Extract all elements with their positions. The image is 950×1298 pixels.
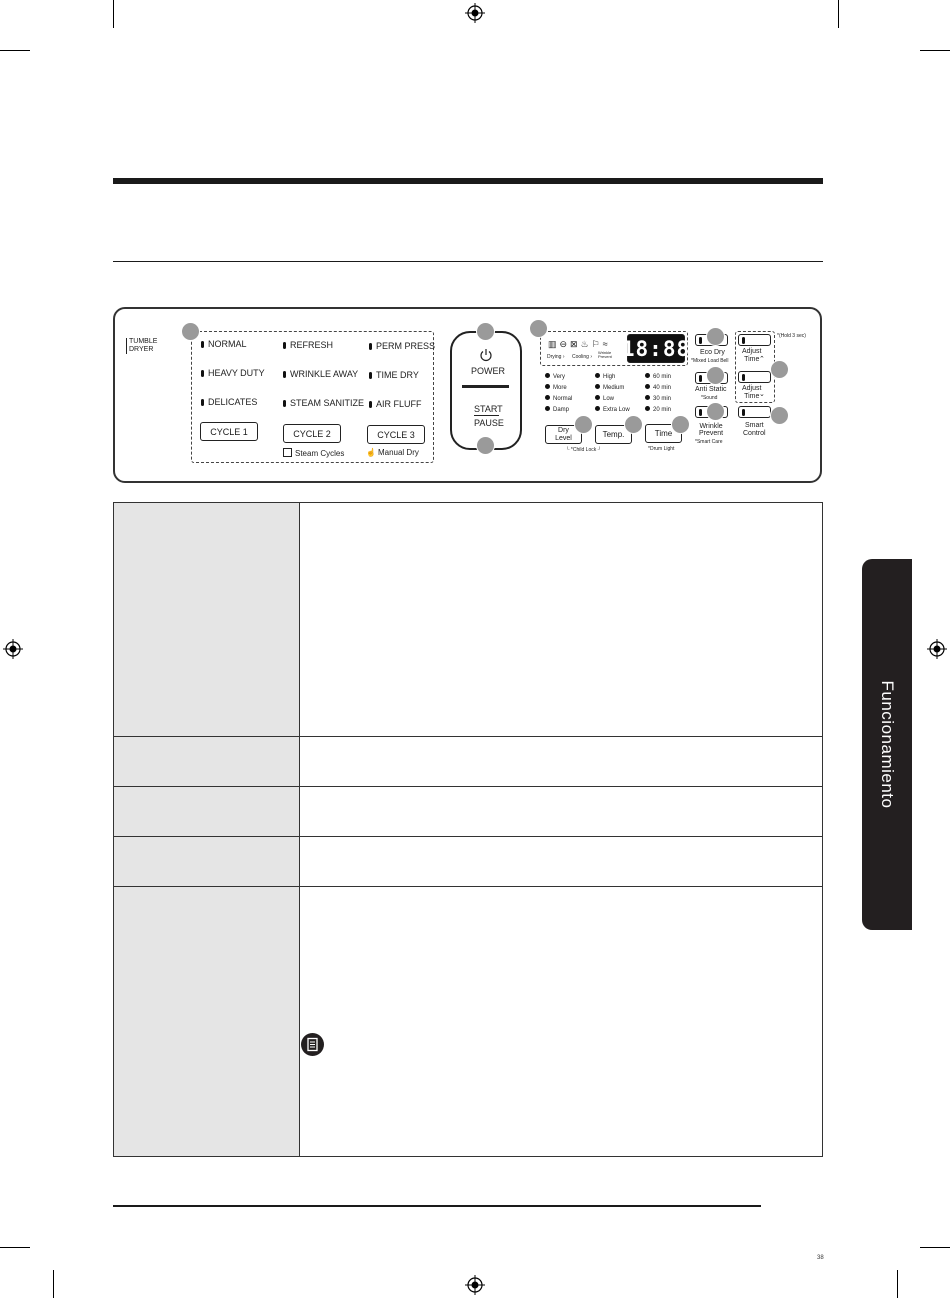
cycle-1-button[interactable]: CYCLE 1 bbox=[200, 422, 258, 441]
time-30: 30 min bbox=[645, 395, 671, 402]
time-60: 60 min bbox=[645, 373, 671, 380]
sound-label: *Sound bbox=[701, 395, 718, 401]
registration-mark-icon bbox=[927, 639, 947, 659]
registration-mark-icon bbox=[465, 3, 485, 23]
cycle-refresh: REFRESH bbox=[283, 340, 333, 350]
cycle-3-button[interactable]: CYCLE 3 bbox=[367, 425, 425, 444]
page-mark: 38 bbox=[817, 1255, 824, 1261]
table-row bbox=[114, 787, 822, 837]
steam-icon bbox=[283, 448, 292, 457]
cycle-air-fluff: AIR FLUFF bbox=[369, 399, 422, 409]
callout-marker bbox=[181, 322, 200, 341]
crop-mark bbox=[838, 0, 839, 28]
adjust-time-up-label: Adjust Time bbox=[742, 348, 762, 363]
chapter-tab bbox=[862, 559, 912, 930]
time-button[interactable]: Time bbox=[645, 424, 682, 443]
power-icon bbox=[479, 348, 493, 362]
callout-marker bbox=[624, 415, 643, 434]
time-40: 40 min bbox=[645, 384, 671, 391]
drum-light-label: *Drum Light bbox=[648, 446, 675, 452]
crop-mark bbox=[0, 1247, 30, 1248]
callout-marker bbox=[706, 402, 725, 421]
hand-icon: ☝ bbox=[366, 448, 376, 457]
crop-mark bbox=[920, 1247, 950, 1248]
time-display: 18:88 bbox=[627, 334, 685, 363]
hold-3-sec-label: *(Hold 3 sec) bbox=[777, 333, 806, 339]
temp-high: High bbox=[595, 373, 615, 380]
child-lock-label: └ *Child Lock ┘ bbox=[566, 447, 602, 453]
registration-mark-icon bbox=[3, 639, 23, 659]
header-rule bbox=[113, 178, 823, 184]
callout-marker bbox=[706, 327, 725, 346]
table-row bbox=[114, 503, 822, 737]
chevron-up-icon: ⌃ bbox=[759, 356, 765, 363]
chevron-down-icon: ⌄ bbox=[759, 391, 765, 398]
cycle-2-button[interactable]: CYCLE 2 bbox=[283, 424, 341, 443]
crop-mark bbox=[113, 0, 114, 28]
section-rule bbox=[113, 261, 823, 262]
start-pause-divider bbox=[474, 415, 499, 416]
callout-marker bbox=[574, 415, 593, 434]
display-status-icons: ▥⊖⊠♨⚐≈ bbox=[548, 339, 611, 349]
power-button[interactable]: POWER bbox=[471, 366, 506, 376]
table-label-cell bbox=[114, 837, 300, 886]
callout-marker bbox=[671, 415, 690, 434]
tumble-dryer-label: TUMBLE DRYER bbox=[126, 338, 157, 354]
dry-level-more: More bbox=[545, 384, 567, 391]
footer-rule bbox=[113, 1205, 761, 1207]
table-label-cell bbox=[114, 887, 300, 1156]
smart-control-label: Smart Control bbox=[743, 422, 766, 437]
crop-mark bbox=[53, 1270, 54, 1298]
description-table bbox=[113, 502, 823, 1157]
crop-mark bbox=[920, 50, 950, 51]
eco-dry-label: Eco Dry bbox=[700, 349, 725, 356]
smart-control-button[interactable] bbox=[738, 406, 771, 418]
temp-medium: Medium bbox=[595, 384, 624, 391]
smart-care-label: *Smart Care bbox=[695, 439, 723, 445]
table-row bbox=[114, 837, 822, 887]
registration-mark-icon bbox=[465, 1275, 485, 1295]
adjust-time-down-button[interactable] bbox=[738, 371, 771, 383]
dry-level-damp: Damp bbox=[545, 406, 569, 413]
cycle-normal: NORMAL bbox=[201, 339, 247, 349]
temp-button[interactable]: Temp. bbox=[595, 425, 632, 444]
table-row bbox=[114, 737, 822, 787]
callout-marker bbox=[476, 322, 495, 341]
cooling-indicator: Cooling › bbox=[572, 354, 593, 360]
cycle-steam-sanitize: STEAM SANITIZE bbox=[283, 398, 364, 408]
steam-cycles-label: Steam Cycles bbox=[283, 448, 344, 458]
callout-marker bbox=[476, 436, 495, 455]
callout-marker bbox=[770, 360, 789, 379]
manual-dry-label: ☝ Manual Dry bbox=[366, 448, 419, 457]
start-button[interactable]: START bbox=[474, 404, 503, 414]
table-row bbox=[114, 887, 822, 1156]
crop-mark bbox=[0, 50, 30, 51]
wrinkle-prevent-indicator: Wrinkle Prevent bbox=[598, 350, 612, 359]
note-icon bbox=[301, 1033, 324, 1056]
time-20: 20 min bbox=[645, 406, 671, 413]
temp-extra-low: Extra Low bbox=[595, 406, 630, 413]
dry-level-button[interactable]: Dry Level bbox=[545, 425, 582, 444]
chapter-tab-label: Funcionamiento bbox=[878, 680, 897, 809]
cycle-delicates: DELICATES bbox=[201, 397, 257, 407]
table-label-cell bbox=[114, 737, 300, 786]
mixed-load-bell-label: *Mixed Load Bell bbox=[691, 358, 729, 364]
dry-level-very: Very bbox=[545, 373, 565, 380]
table-label-cell bbox=[114, 503, 300, 736]
callout-marker bbox=[770, 406, 789, 425]
cycle-wrinkle-away: WRINKLE AWAY bbox=[283, 369, 358, 379]
pause-button[interactable]: PAUSE bbox=[474, 418, 504, 428]
pad-divider bbox=[462, 385, 509, 388]
adjust-time-down-label: Adjust Time bbox=[742, 385, 762, 400]
callout-marker bbox=[706, 366, 725, 385]
drying-indicator: Drying › bbox=[547, 354, 565, 360]
wrinkle-prevent-label: Wrinkle Prevent bbox=[699, 423, 724, 437]
callout-marker bbox=[529, 319, 548, 338]
adjust-time-up-button[interactable] bbox=[738, 334, 771, 346]
table-label-cell bbox=[114, 787, 300, 836]
cycle-time-dry: TIME DRY bbox=[369, 370, 419, 380]
crop-mark bbox=[897, 1270, 898, 1298]
cycle-heavy-duty: HEAVY DUTY bbox=[201, 368, 265, 378]
dry-level-normal: Normal bbox=[545, 395, 572, 402]
anti-static-label: Anti Static bbox=[695, 386, 727, 393]
cycle-perm-press: PERM PRESS bbox=[369, 341, 435, 351]
temp-low: Low bbox=[595, 395, 614, 402]
